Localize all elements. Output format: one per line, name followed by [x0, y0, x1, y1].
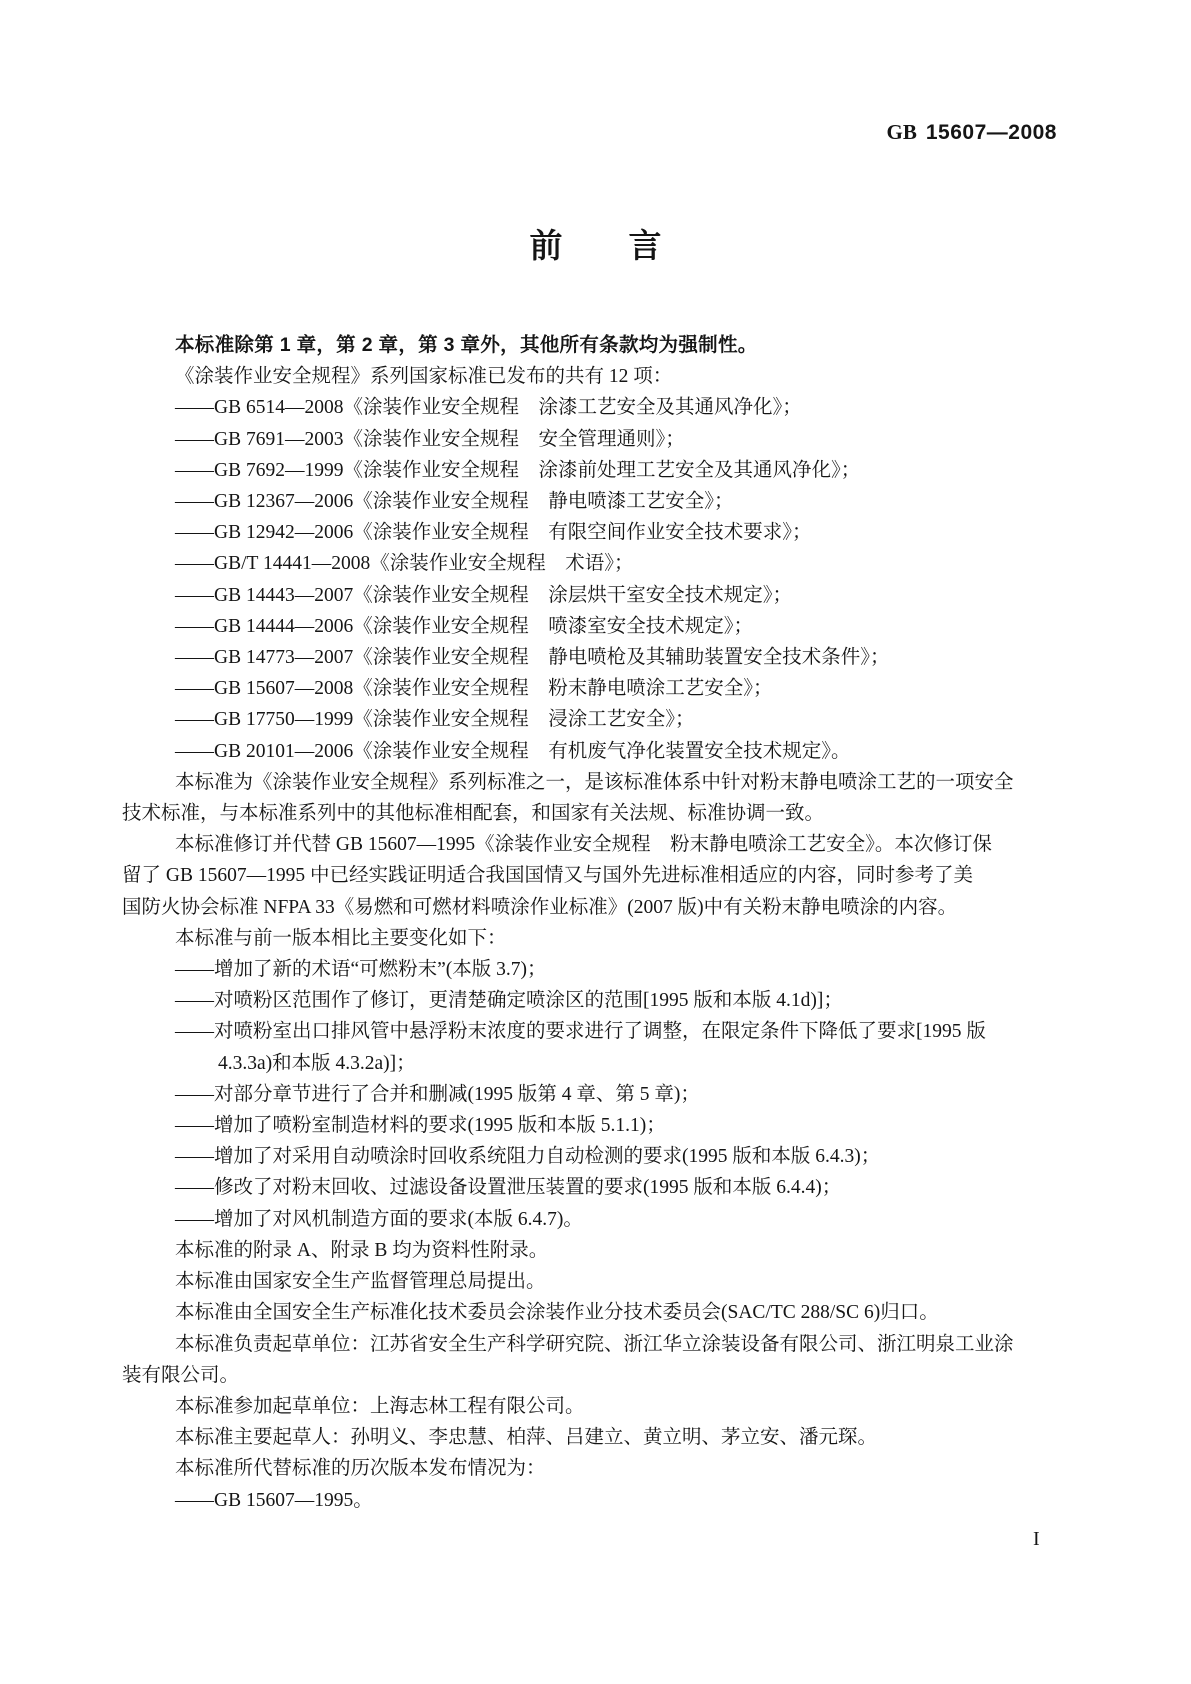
text-line: ——GB 15607—2008《涂装作业安全规程 粉末静电喷涂工艺安全》； [175, 678, 773, 700]
text-line: 本标准由国家安全生产监督管理总局提出。 [175, 1271, 546, 1293]
standard-code [887, 118, 1057, 147]
text-line: ——对部分章节进行了合并和删减(1995 版第 4 章、第 5 章)； [175, 1083, 700, 1105]
text-line: 技术标准，与本标准系列中的其他标准相配套，和国家有关法规、标准协调一致。 [122, 803, 825, 825]
text-line: ——修改了对粉末回收、过滤设备设置泄压装置的要求(1995 版和本版 6.4.4)； [175, 1177, 842, 1199]
text-line: ——增加了对风机制造方面的要求(本版 6.4.7)。 [175, 1208, 583, 1230]
text-line: ——增加了喷粉室制造材料的要求(1995 版和本版 5.1.1)； [175, 1115, 666, 1137]
text-line: ——GB 15607—1995。 [175, 1489, 373, 1511]
text-line: 本标准参加起草单位：上海志林工程有限公司。 [175, 1395, 585, 1417]
text-line: 装有限公司。 [122, 1364, 240, 1386]
text-line: ——GB 12367—2006《涂装作业安全规程 静电喷漆工艺安全》； [175, 491, 734, 513]
text-line: 本标准为《涂装作业安全规程》系列标准之一，是该标准体系中针对粉末静电喷涂工艺的一项安全 [175, 771, 1014, 793]
text-line: ——GB 6514—2008《涂装作业安全规程 涂漆工艺安全及其通风净化》； [175, 397, 802, 419]
standard-code-number: 15607—2008 [925, 121, 1057, 144]
text-line: 本标准主要起草人：孙明义、李忠慧、柏萍、吕建立、黄立明、茅立安、潘元琛。 [175, 1427, 878, 1449]
text-line: ——GB 7692—1999《涂装作业安全规程 涂漆前处理工艺安全及其通风净化》； [175, 459, 861, 481]
text-line: ——增加了新的术语“可燃粉末”(本版 3.7)； [175, 959, 547, 981]
text-line: ——GB 14444—2006《涂装作业安全规程 喷漆室安全技术规定》； [175, 615, 753, 637]
text-line: 本标准修订并代替 GB 15607—1995《涂装作业安全规程 粉末静电喷涂工艺安全》。本次修订保 [175, 834, 992, 856]
text-line: ——GB 17750—1999《涂装作业安全规程 浸涂工艺安全》； [175, 709, 695, 731]
text-line: 本标准由全国安全生产标准化技术委员会涂装作业分技术委员会(SAC/TC 288/SC 6)归口。 [175, 1302, 939, 1324]
text-line: 本标准所代替标准的历次版本发布情况为： [175, 1458, 546, 1480]
text-line: ——GB 14443—2007《涂装作业安全规程 涂层烘干室安全技术规定》； [175, 584, 792, 606]
text-line: ——GB 7691—2003《涂装作业安全规程 安全管理通则》； [175, 428, 685, 450]
text-line: ——对喷粉区范围作了修订，更清楚确定喷涂区的范围[1995 版和本版 4.1d)]； [175, 990, 843, 1012]
text-line: 《涂装作业安全规程》系列国家标准已发布的共有 12 项： [175, 366, 673, 388]
text-line: 留了 GB 15607—1995 中已经实践证明适合我国国情又与国外先进标准相适应的内容，同时参考了美 [122, 865, 973, 887]
text-line: ——GB 20101—2006《涂装作业安全规程 有机废气净化装置安全技术规定》。 [175, 740, 851, 762]
text-line: 4.3.3a)和本版 4.3.2a)]； [218, 1052, 416, 1074]
foreword-body [122, 330, 1074, 1516]
text-line: ——GB 14773—2007《涂装作业安全规程 静电喷枪及其辅助装置安全技术条件》； [175, 647, 890, 669]
page-number: I [1033, 1528, 1040, 1550]
standard-code-prefix: GB [886, 120, 917, 144]
text-line: 本标准与前一版本相比主要变化如下： [175, 927, 507, 949]
page-title: 前 言 [529, 227, 662, 264]
text-line: ——对喷粉室出口排风管中悬浮粉末浓度的要求进行了调整，在限定条件下降低了要求[1995 版 [175, 1021, 986, 1043]
text-line: 本标准的附录 A、附录 B 均为资料性附录。 [175, 1239, 549, 1261]
text-line: ——GB/T 14441—2008《涂装作业安全规程 术语》； [175, 553, 634, 575]
text-line: 国防火协会标准 NFPA 33《易燃和可燃材料喷涂作业标准》(2007 版)中有关粉末静电喷涂的内容。 [122, 896, 958, 918]
text-line: ——GB 12942—2006《涂装作业安全规程 有限空间作业安全技术要求》； [175, 522, 812, 544]
text-line: 本标准负责起草单位：江苏省安全生产科学研究院、浙江华立涂装设备有限公司、浙江明泉工业涂 [175, 1333, 1014, 1355]
text-line: 本标准除第 1 章，第 2 章，第 3 章外，其他所有条款均为强制性。 [175, 334, 758, 356]
text-line: ——增加了对采用自动喷涂时回收系统阻力自动检测的要求(1995 版和本版 6.4.3)； [175, 1146, 881, 1168]
